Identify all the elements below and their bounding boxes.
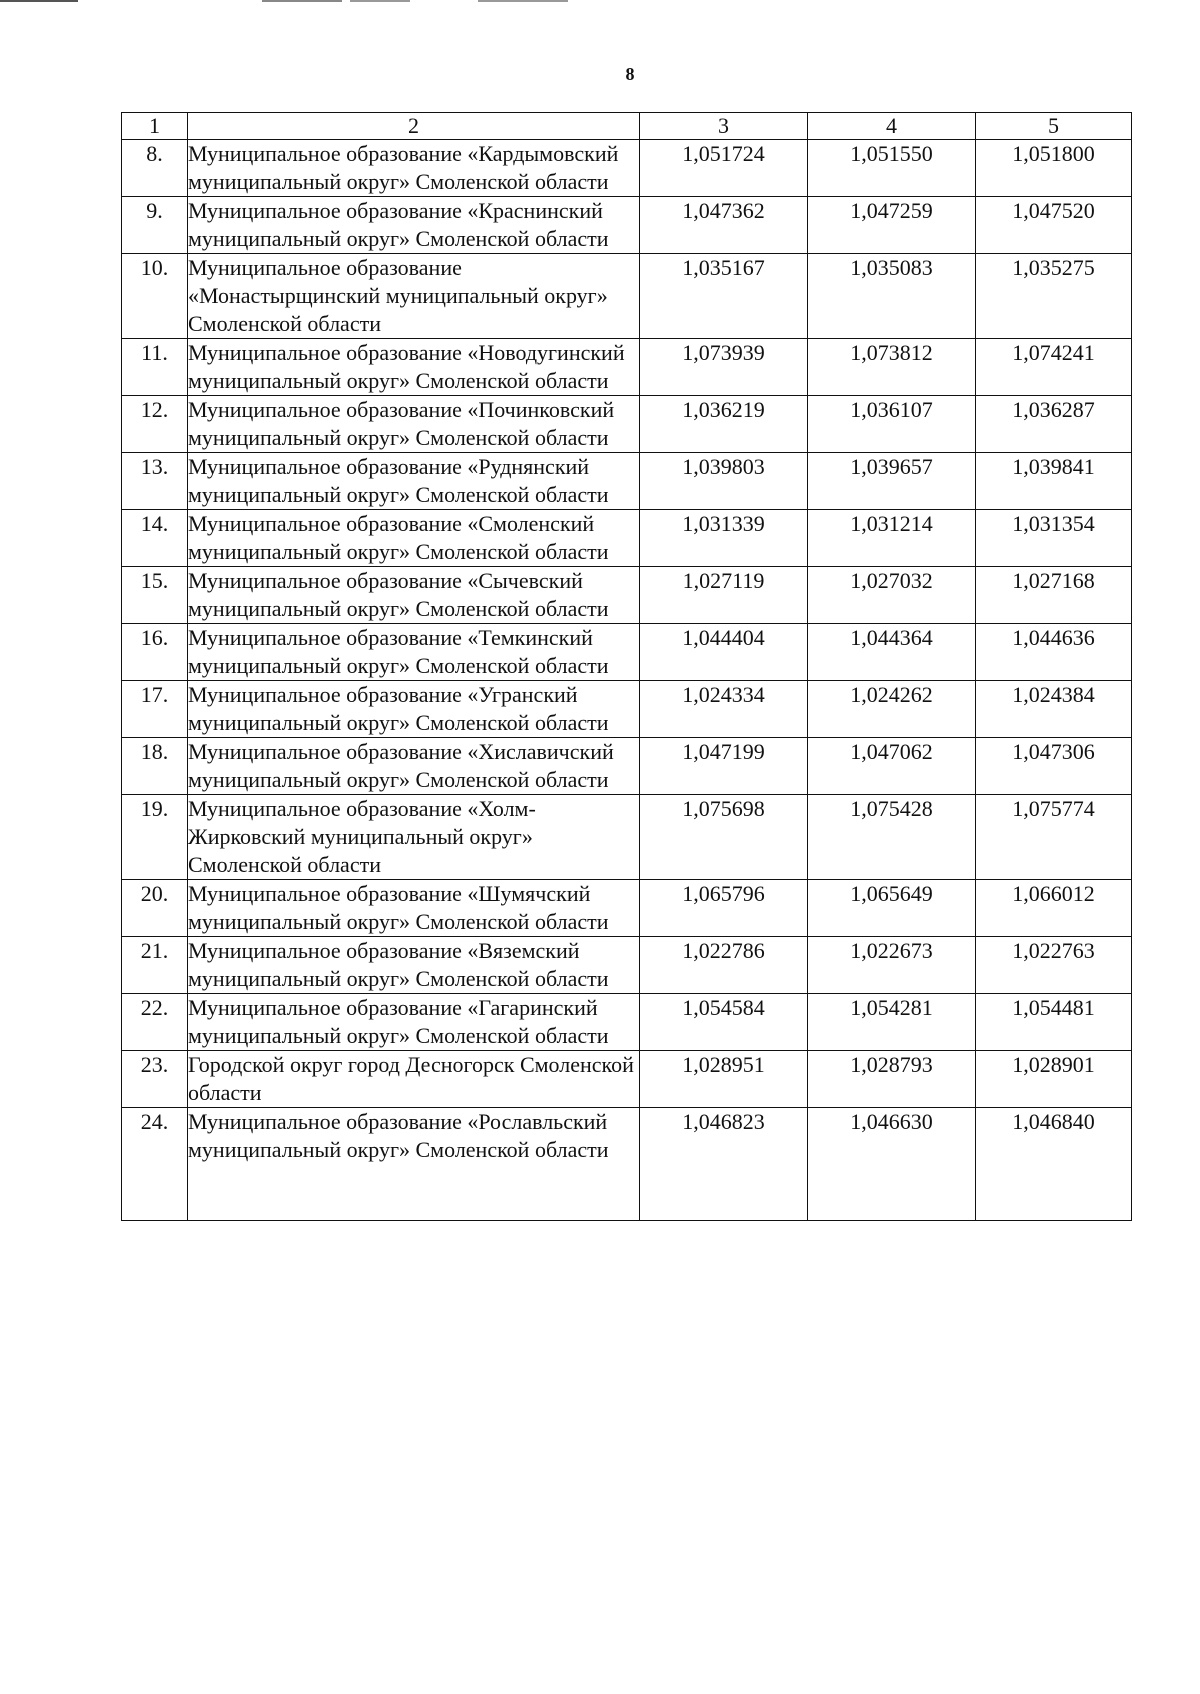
value-col-5: 1,051800 [976,140,1132,197]
municipality-name: Муниципальное образование «Холм-Жирковский муниципальный округ» Смоленской области [188,795,640,880]
column-header: 1 [122,113,188,140]
scan-artifact-line [0,0,78,2]
municipality-name: Городской округ город Десногорск Смоленской области [188,1051,640,1108]
value-col-5: 1,047306 [976,738,1132,795]
value-col-4: 1,054281 [808,994,976,1051]
municipality-name: Муниципальное образование «Руднянский муниципальный округ» Смоленской области [188,453,640,510]
table-row [122,795,1132,880]
value-col-3: 1,047199 [640,738,808,795]
column-header: 4 [808,113,976,140]
value-col-5: 1,054481 [976,994,1132,1051]
row-number: 16. [122,624,188,681]
value-col-3: 1,027119 [640,567,808,624]
municipality-name: Муниципальное образование «Краснинский муниципальный округ» Смоленской области [188,197,640,254]
value-col-3: 1,046823 [640,1108,808,1221]
municipality-name: Муниципальное образование «Хиславичский муниципальный округ» Смоленской области [188,738,640,795]
value-col-4: 1,065649 [808,880,976,937]
value-col-3: 1,054584 [640,994,808,1051]
coefficients-table [121,112,1132,1221]
municipality-name: Муниципальное образование «Вяземский муниципальный округ» Смоленской области [188,937,640,994]
table-row [122,624,1132,681]
value-col-5: 1,044636 [976,624,1132,681]
value-col-4: 1,035083 [808,254,976,339]
row-number: 24. [122,1108,188,1221]
scan-artifact-line [262,0,342,2]
value-col-5: 1,022763 [976,937,1132,994]
row-number: 20. [122,880,188,937]
municipality-name: Муниципальное образование «Рославльский муниципальный округ» Смоленской области [188,1108,640,1221]
table-row [122,994,1132,1051]
row-number: 22. [122,994,188,1051]
row-number: 10. [122,254,188,339]
value-col-5: 1,075774 [976,795,1132,880]
table-row [122,254,1132,339]
row-number: 11. [122,339,188,396]
table-row [122,197,1132,254]
value-col-5: 1,024384 [976,681,1132,738]
value-col-3: 1,051724 [640,140,808,197]
value-col-4: 1,047062 [808,738,976,795]
value-col-5: 1,074241 [976,339,1132,396]
municipality-name: Муниципальное образование «Новодугинский муниципальный округ» Смоленской области [188,339,640,396]
municipality-name: Муниципальное образование «Шумячский муниципальный округ» Смоленской области [188,880,640,937]
table-row [122,681,1132,738]
value-col-3: 1,047362 [640,197,808,254]
row-number: 19. [122,795,188,880]
value-col-4: 1,031214 [808,510,976,567]
value-col-4: 1,075428 [808,795,976,880]
table-row [122,1051,1132,1108]
table-row [122,396,1132,453]
value-col-4: 1,044364 [808,624,976,681]
table-row [122,567,1132,624]
municipality-name: Муниципальное образование «Починковский муниципальный округ» Смоленской области [188,396,640,453]
row-number: 17. [122,681,188,738]
value-col-3: 1,031339 [640,510,808,567]
row-number: 9. [122,197,188,254]
page-number: 8 [625,64,635,84]
row-number: 13. [122,453,188,510]
municipality-name: Муниципальное образование «Смоленский муниципальный округ» Смоленской области [188,510,640,567]
scan-artifact-line [478,0,568,2]
value-col-5: 1,035275 [976,254,1132,339]
value-col-4: 1,028793 [808,1051,976,1108]
scan-artifact-line [350,0,410,2]
table-row [122,880,1132,937]
municipality-name: Муниципальное образование «Сычевский муниципальный округ» Смоленской области [188,567,640,624]
value-col-3: 1,035167 [640,254,808,339]
table-body [122,140,1132,1221]
row-number: 14. [122,510,188,567]
column-header: 5 [976,113,1132,140]
value-col-5: 1,046840 [976,1108,1132,1221]
municipality-name: Муниципальное образование «Темкинский муниципальный округ» Смоленской области [188,624,640,681]
row-number: 12. [122,396,188,453]
value-col-3: 1,044404 [640,624,808,681]
value-col-5: 1,028901 [976,1051,1132,1108]
value-col-3: 1,073939 [640,339,808,396]
row-number: 15. [122,567,188,624]
value-col-4: 1,047259 [808,197,976,254]
value-col-5: 1,066012 [976,880,1132,937]
table-row [122,510,1132,567]
value-col-4: 1,024262 [808,681,976,738]
value-col-3: 1,028951 [640,1051,808,1108]
municipality-name: Муниципальное образование «Гагаринский муниципальный округ» Смоленской области [188,994,640,1051]
value-col-5: 1,039841 [976,453,1132,510]
value-col-4: 1,039657 [808,453,976,510]
column-header: 3 [640,113,808,140]
table-row [122,339,1132,396]
table-row [122,453,1132,510]
municipality-name: Муниципальное образование «Угранский муниципальный округ» Смоленской области [188,681,640,738]
table-header-row [122,113,1132,140]
value-col-4: 1,051550 [808,140,976,197]
table-row [122,937,1132,994]
row-number: 8. [122,140,188,197]
municipality-name: Муниципальное образование «Монастырщинский муниципальный округ» Смоленской области [188,254,640,339]
value-col-4: 1,036107 [808,396,976,453]
table-row [122,140,1132,197]
value-col-5: 1,036287 [976,396,1132,453]
row-number: 21. [122,937,188,994]
value-col-4: 1,046630 [808,1108,976,1221]
value-col-5: 1,027168 [976,567,1132,624]
value-col-4: 1,027032 [808,567,976,624]
value-col-3: 1,039803 [640,453,808,510]
value-col-3: 1,022786 [640,937,808,994]
value-col-4: 1,073812 [808,339,976,396]
table-row [122,738,1132,795]
value-col-5: 1,031354 [976,510,1132,567]
value-col-5: 1,047520 [976,197,1132,254]
row-number: 18. [122,738,188,795]
value-col-3: 1,036219 [640,396,808,453]
column-header: 2 [188,113,640,140]
table-row [122,1108,1132,1221]
row-number: 23. [122,1051,188,1108]
value-col-3: 1,024334 [640,681,808,738]
value-col-4: 1,022673 [808,937,976,994]
value-col-3: 1,075698 [640,795,808,880]
municipality-name: Муниципальное образование «Кардымовский муниципальный округ» Смоленской области [188,140,640,197]
value-col-3: 1,065796 [640,880,808,937]
